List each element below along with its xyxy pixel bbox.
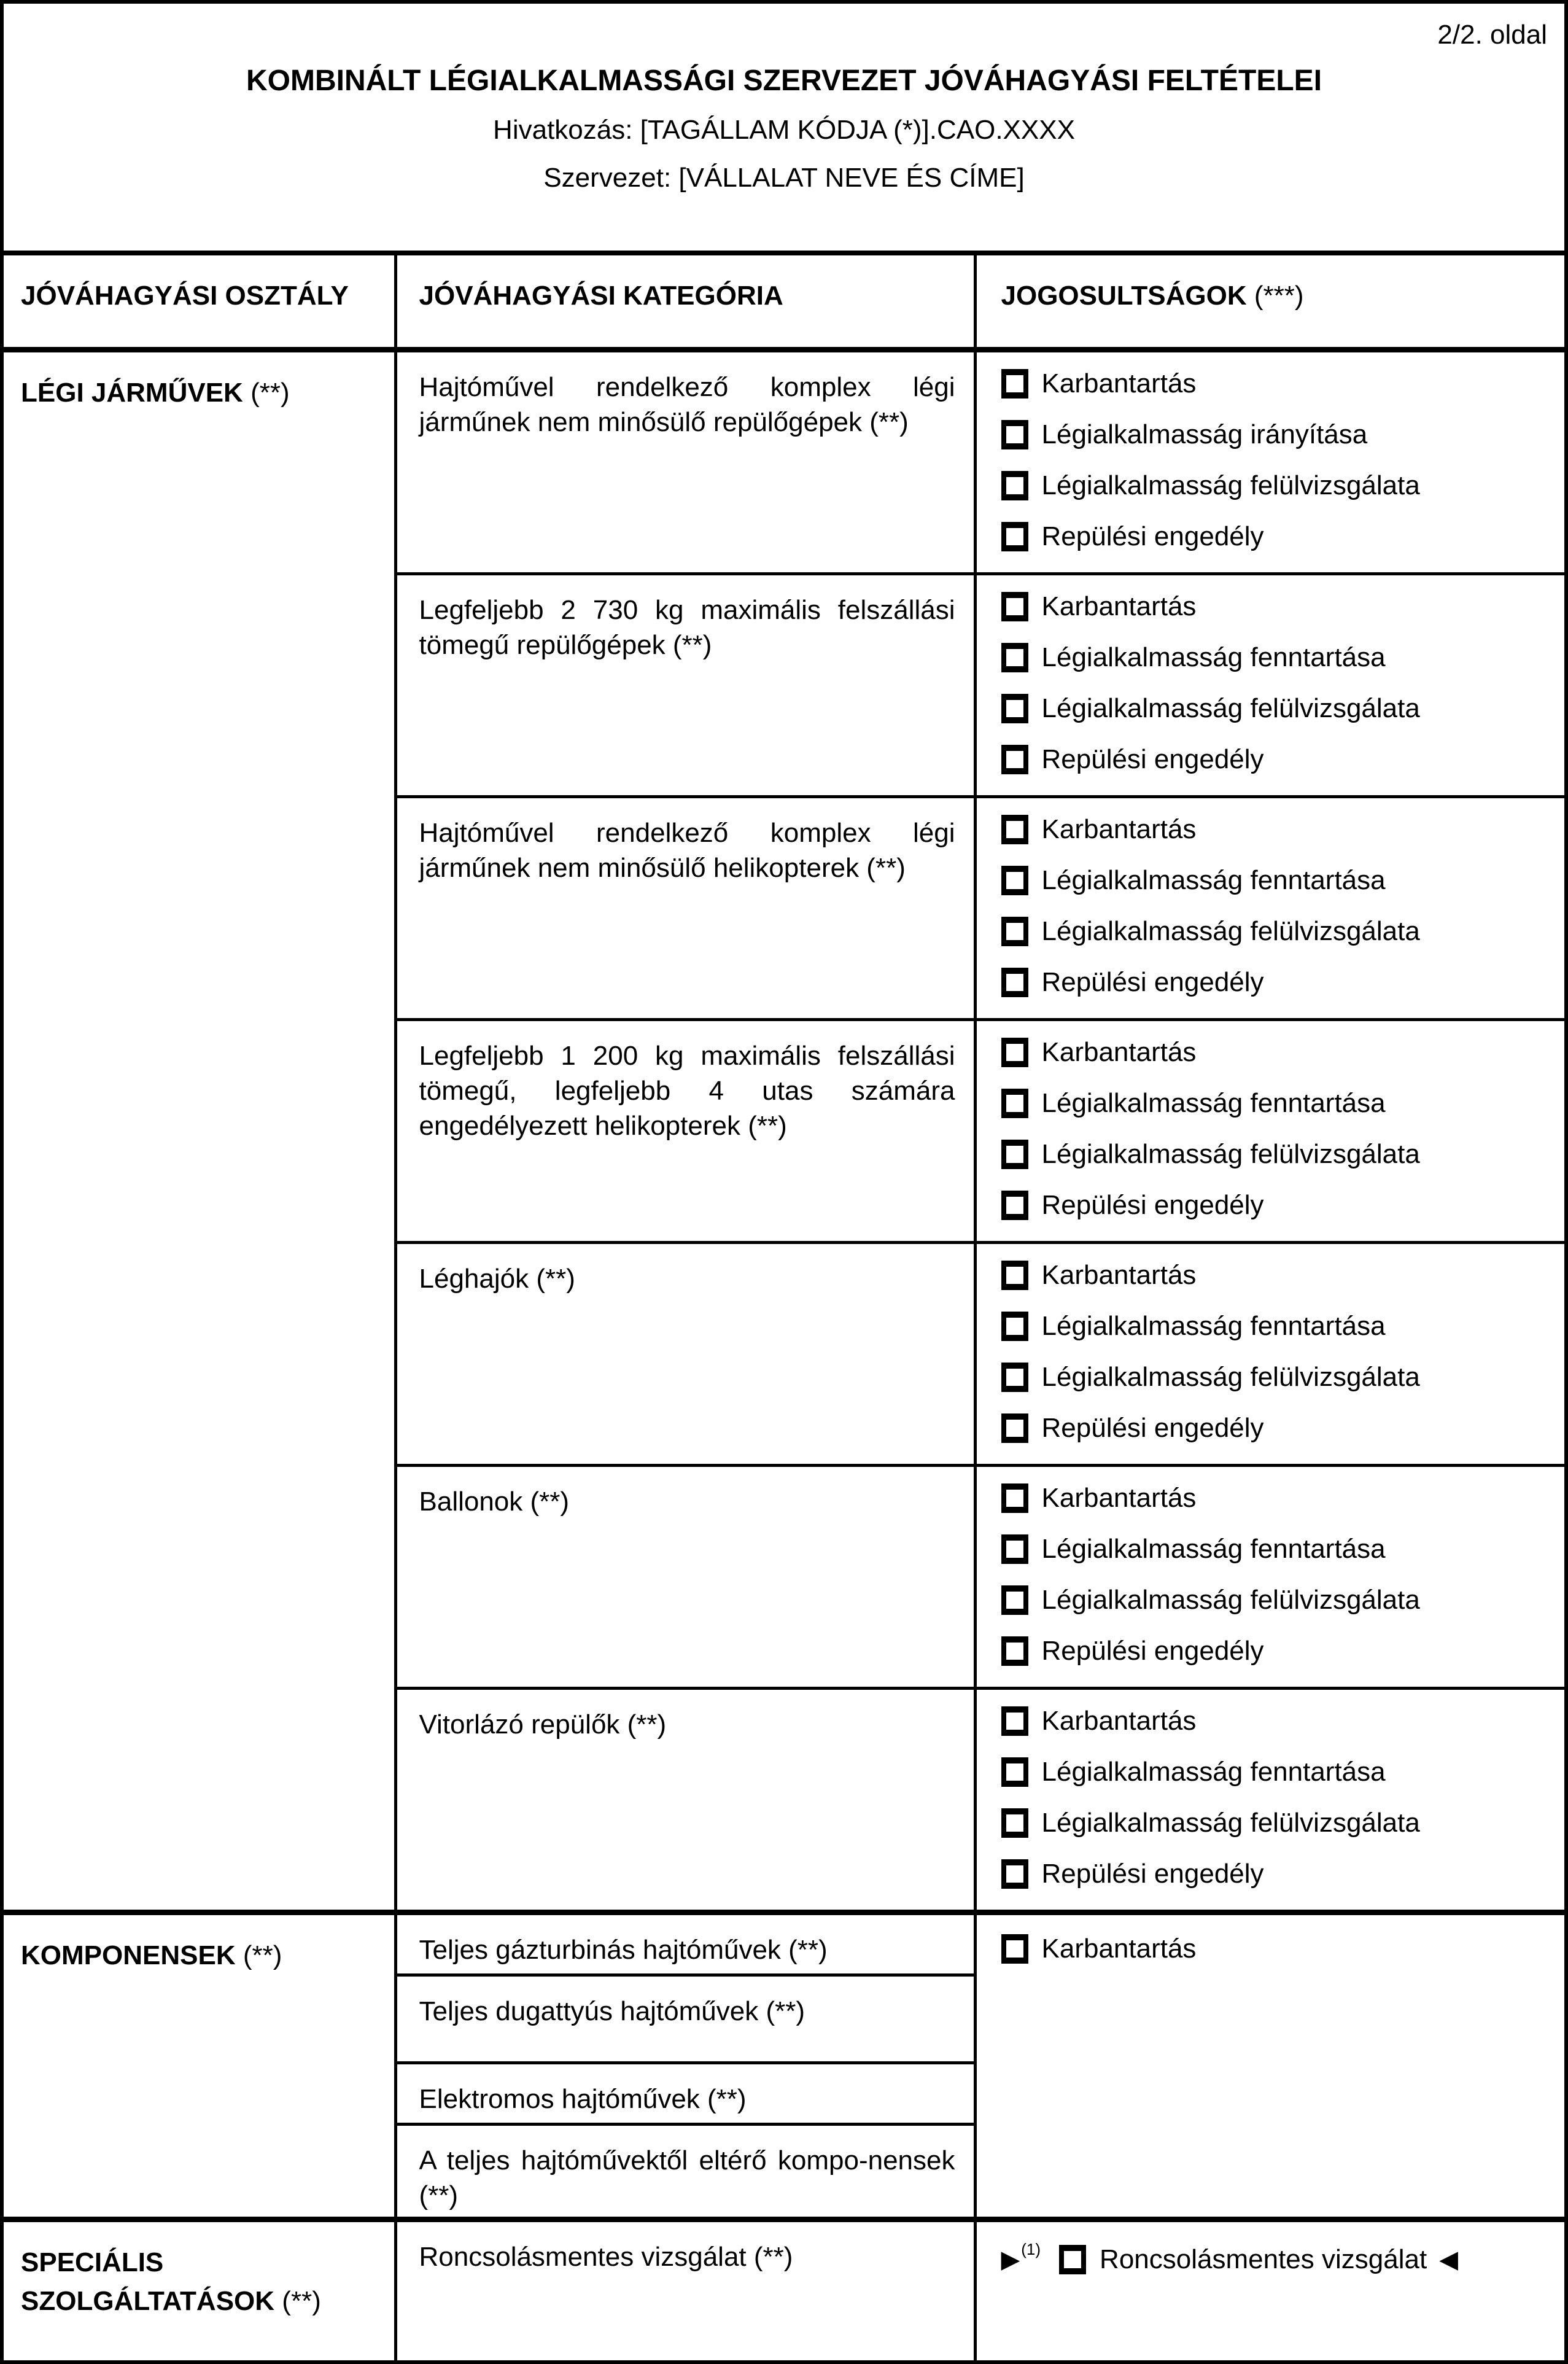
privilege-item <box>1001 865 1560 896</box>
checkbox-icon <box>1001 1706 1028 1736</box>
privilege-item <box>1001 2240 1560 2275</box>
privilege-list <box>977 798 1565 998</box>
category-text: Léghajók (**) <box>419 1263 575 1294</box>
privilege-list <box>977 1690 1565 1889</box>
header-approval-category-label: JÓVÁHAGYÁSI KATEGÓRIA <box>419 281 783 311</box>
footnote-marker: (1) <box>1021 2240 1041 2258</box>
category-cell-sailplanes <box>395 1688 975 1912</box>
privilege-item <box>1001 642 1560 673</box>
category-cell-ndt <box>395 2219 975 2362</box>
category-cell-electric-engines <box>395 2063 975 2124</box>
organisation-line: Szervezet: [VÁLLALAT NEVE ÉS CÍME] <box>543 163 1025 193</box>
privileges-cell <box>975 1019 1566 1242</box>
privilege-list <box>977 352 1565 552</box>
privilege-label: Repülési engedély <box>1041 966 1264 997</box>
privilege-label: Repülési engedély <box>1041 1635 1264 1666</box>
reference-line: Hivatkozás: [TAGÁLLAM KÓDJA (*)].CAO.XXXX <box>493 115 1075 145</box>
checkbox-icon <box>1001 745 1028 774</box>
privilege-label: Karbantartás <box>1041 368 1197 399</box>
privileges-cell <box>975 1465 1566 1688</box>
privilege-label: Repülési engedély <box>1041 521 1264 551</box>
privilege-label: Légialkalmasság fenntartása <box>1041 1756 1386 1787</box>
privilege-label: Repülési engedély <box>1041 1189 1264 1220</box>
category-text: Vitorlázó repülők (**) <box>419 1709 667 1740</box>
privilege-item <box>1001 1757 1560 1787</box>
class-label-components: KOMPONENSEK <box>21 1940 236 1970</box>
checkbox-icon <box>1001 968 1028 997</box>
privilege-item <box>1001 470 1560 501</box>
header-privileges-note: (***) <box>1254 281 1304 311</box>
amendment-start-icon: ▶ <box>1001 2245 1020 2273</box>
privilege-label: Légialkalmasság felülvizsgálata <box>1041 1361 1420 1392</box>
privilege-label: Karbantartás <box>1041 1705 1197 1736</box>
privilege-item <box>1001 368 1560 399</box>
category-text: Legfeljebb 1 200 kg maximális felszállási tömegű, legfeljebb 4 utas számára engedélyezett helikopterek (**) <box>419 1040 955 1141</box>
checkbox-icon <box>1001 643 1028 672</box>
privilege-item <box>1001 1483 1560 1514</box>
privilege-label: Karbantartás <box>1041 591 1197 621</box>
header-approval-category <box>395 253 975 349</box>
privilege-item <box>1001 1139 1560 1170</box>
category-cell-helicopters-complex <box>395 796 975 1019</box>
category-text: Teljes gázturbinás hajtóművek (**) <box>419 1934 828 1965</box>
privilege-label: Légialkalmasság fenntartása <box>1041 1310 1386 1341</box>
category-text: A teljes hajtóművektől eltérő kompo-nensek (**) <box>419 2145 955 2210</box>
privilege-label: Légialkalmasság fenntartása <box>1041 642 1386 672</box>
category-text: Hajtóművel rendelkező komplex légi járműnek nem minősülő helikopterek (**) <box>419 817 955 883</box>
privilege-label: Repülési engedély <box>1041 1412 1264 1443</box>
privilege-label: Légialkalmasság felülvizsgálata <box>1041 1807 1420 1838</box>
checkbox-icon <box>1001 522 1028 551</box>
checkbox-icon <box>1001 1140 1028 1169</box>
header-approval-class <box>2 253 395 349</box>
checkbox-icon <box>1001 1859 1028 1889</box>
privilege-item <box>1001 419 1560 450</box>
privilege-label: Karbantartás <box>1041 1933 1197 1964</box>
privileges-cell-components <box>975 1912 1566 2219</box>
category-text: Hajtóművel rendelkező komplex légi járműnek nem minősülő repülőgépek (**) <box>419 371 955 437</box>
privilege-item <box>1001 1808 1560 1838</box>
privilege-label: Roncsolásmentes vizsgálat <box>1100 2244 1427 2274</box>
privilege-item <box>1001 591 1560 622</box>
class-cell-aircraft <box>2 349 395 1912</box>
checkbox-icon <box>1001 1636 1028 1666</box>
checkbox-icon <box>1001 1363 1028 1392</box>
privilege-label: Légialkalmasság fenntartása <box>1041 865 1386 895</box>
checkbox-icon <box>1001 1038 1028 1067</box>
class-cell-specialised-services <box>2 2219 395 2362</box>
page-title: KOMBINÁLT LÉGIALKALMASSÁGI SZERVEZET JÓVÁHAGYÁSI FELTÉTELEI <box>246 64 1322 97</box>
page-header <box>0 0 1568 251</box>
privilege-item <box>1001 1706 1560 1736</box>
privilege-item <box>1001 1534 1560 1565</box>
category-cell-aeroplanes-2730 <box>395 574 975 796</box>
privilege-item <box>1001 1859 1560 1889</box>
privilege-item <box>1001 814 1560 845</box>
category-cell-turbine-engines <box>395 1912 975 1975</box>
privilege-label: Légialkalmasság felülvizsgálata <box>1041 470 1420 500</box>
privilege-item <box>1001 916 1560 947</box>
category-cell-aeroplanes-complex <box>395 349 975 574</box>
class-note-components: (**) <box>243 1940 282 1970</box>
privilege-list <box>977 1021 1565 1221</box>
privilege-item <box>1001 1934 1560 1964</box>
privileges-cell <box>975 349 1566 574</box>
privilege-list <box>977 1915 1565 1964</box>
header-privileges-label: JOGOSULTSÁGOK <box>1001 281 1247 311</box>
header-privileges <box>975 253 1566 349</box>
checkbox-icon <box>1001 1191 1028 1220</box>
category-cell-balloons <box>395 1465 975 1688</box>
header-approval-class-label: JÓVÁHAGYÁSI OSZTÁLY <box>21 281 349 311</box>
privilege-label: Karbantartás <box>1041 814 1197 844</box>
privilege-label: Légialkalmasság felülvizsgálata <box>1041 1584 1420 1615</box>
checkbox-icon <box>1001 592 1028 621</box>
checkbox-icon <box>1001 1585 1028 1615</box>
privilege-label: Repülési engedély <box>1041 744 1264 774</box>
checkbox-icon <box>1001 1534 1028 1564</box>
privilege-item <box>1001 1260 1560 1291</box>
page-number: 2/2. oldal <box>1437 20 1547 50</box>
category-text: Elektromos hajtóművek (**) <box>419 2083 747 2114</box>
class-note-aircraft: (**) <box>250 377 290 408</box>
category-text: Roncsolásmentes vizsgálat (**) <box>419 2241 793 2272</box>
privileges-cell <box>975 1688 1566 1912</box>
privilege-item <box>1001 744 1560 775</box>
privilege-item <box>1001 1585 1560 1616</box>
privileges-cell <box>975 796 1566 1019</box>
checkbox-icon <box>1001 1261 1028 1290</box>
checkbox-icon <box>1001 420 1028 449</box>
privilege-label: Légialkalmasság felülvizsgálata <box>1041 916 1420 946</box>
privilege-item <box>1001 967 1560 998</box>
checkbox-icon <box>1001 369 1028 399</box>
class-note-specialised-services: (**) <box>282 2286 321 2317</box>
category-text: Teljes dugattyús hajtóművek (**) <box>419 1996 805 2026</box>
class-cell-components <box>2 1912 395 2219</box>
category-cell-piston-engines <box>395 1975 975 2063</box>
category-cell-other-components <box>395 2124 975 2219</box>
privileges-cell <box>975 574 1566 796</box>
checkbox-icon <box>1001 1413 1028 1443</box>
privilege-item <box>1001 693 1560 724</box>
checkbox-icon <box>1001 866 1028 895</box>
privilege-label: Légialkalmasság fenntartása <box>1041 1533 1386 1564</box>
privilege-list <box>977 575 1565 775</box>
category-cell-helicopters-1200 <box>395 1019 975 1242</box>
privilege-item <box>1001 1190 1560 1221</box>
privilege-label: Légialkalmasság fenntartása <box>1041 1087 1386 1118</box>
checkbox-icon <box>1001 1934 1028 1964</box>
privileges-cell <box>975 1242 1566 1465</box>
checkbox-icon <box>1001 1483 1028 1513</box>
privilege-label: Karbantartás <box>1041 1259 1197 1290</box>
privilege-item <box>1001 521 1560 552</box>
checkbox-icon <box>1001 917 1028 946</box>
privilege-list <box>977 1244 1565 1444</box>
checkbox-icon <box>1001 471 1028 500</box>
privilege-label: Karbantartás <box>1041 1036 1197 1067</box>
checkbox-icon <box>1001 1808 1028 1838</box>
privilege-item <box>1001 1088 1560 1119</box>
category-cell-airships <box>395 1242 975 1465</box>
privileges-cell-ndt <box>975 2219 1566 2362</box>
privilege-label: Légialkalmasság felülvizsgálata <box>1041 693 1420 723</box>
checkbox-icon <box>1001 694 1028 723</box>
privilege-list <box>977 1467 1565 1666</box>
privilege-item <box>1001 1636 1560 1666</box>
checkbox-icon <box>1001 815 1028 844</box>
checkbox-icon <box>1001 1089 1028 1118</box>
privilege-item <box>1001 1311 1560 1342</box>
privilege-item <box>1001 1362 1560 1393</box>
checkbox-icon <box>1001 1312 1028 1341</box>
category-text: Legfeljebb 2 730 kg maximális felszállási tömegű repülőgépek (**) <box>419 594 955 660</box>
privilege-label: Karbantartás <box>1041 1482 1197 1513</box>
privilege-label: Légialkalmasság irányítása <box>1041 419 1368 449</box>
privilege-item <box>1001 1037 1560 1068</box>
class-label-aircraft: LÉGI JÁRMŰVEK <box>21 377 243 408</box>
approval-conditions-table <box>0 251 1568 2364</box>
checkbox-icon <box>1059 2245 1086 2274</box>
privilege-label: Légialkalmasság felülvizsgálata <box>1041 1138 1420 1169</box>
privilege-item <box>1001 1413 1560 1444</box>
class-label-specialised-services: SPECIÁLIS SZOLGÁLTATÁSOK <box>21 2247 275 2317</box>
amendment-end-icon: ◀ <box>1439 2245 1458 2273</box>
category-text: Ballonok (**) <box>419 1486 570 1517</box>
privilege-label: Repülési engedély <box>1041 1858 1264 1889</box>
checkbox-icon <box>1001 1757 1028 1787</box>
